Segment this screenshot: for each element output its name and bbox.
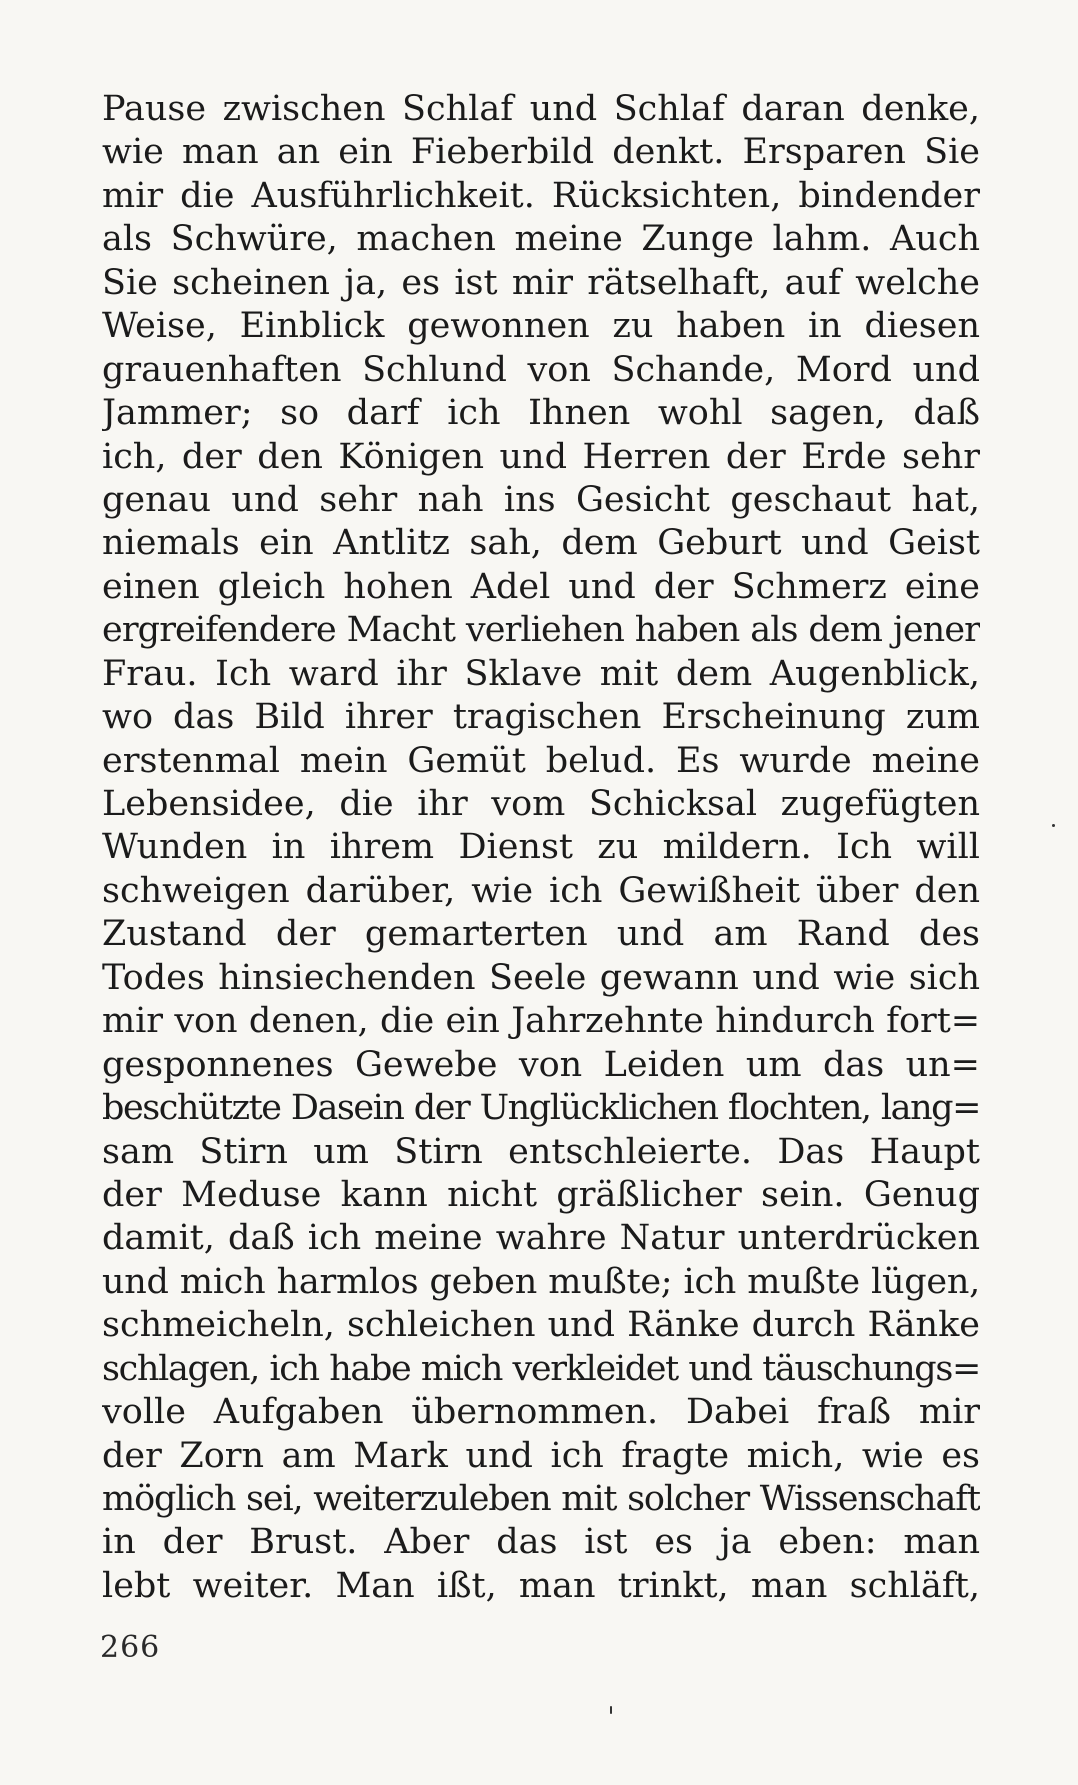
text-line: schmeicheln, schleichen und Ränke durch Ränke bbox=[102, 1305, 980, 1346]
text-line: Lebensidee, die ihr vom Schicksal zugefügten bbox=[102, 784, 980, 824]
text-line: als Schwüre, machen meine Zunge lahm. Auch bbox=[102, 219, 980, 260]
body-text bbox=[102, 88, 980, 1608]
text-line: einen gleich hohen Adel und der Schmerz eine bbox=[102, 566, 980, 607]
text-line: Sie scheinen ja, es ist mir rätselhaft, auf welche bbox=[102, 262, 980, 303]
text-line: Wunden in ihrem Dienst zu mildern. Ich will bbox=[102, 827, 980, 868]
text-line: Weise, Einblick gewonnen zu haben in diesen bbox=[102, 306, 980, 347]
text-line: niemals ein Antlitz sah, dem Geburt und Geist bbox=[102, 523, 980, 564]
print-speck bbox=[1052, 824, 1055, 827]
text-line: ich, der den Königen und Herren der Erde sehr bbox=[102, 436, 980, 477]
text-line: schweigen darüber, wie ich Gewißheit über den bbox=[102, 870, 980, 911]
text-line: der Meduse kann nicht gräßlicher sein. Genug bbox=[102, 1174, 980, 1215]
text-line: Pause zwischen Schlaf und Schlaf daran denke, bbox=[102, 89, 980, 129]
text-line: Jammer; so darf ich Ihnen wohl sagen, daß bbox=[102, 393, 980, 434]
text-line: in der Brust. Aber das ist es ja eben: man bbox=[102, 1522, 980, 1563]
text-line: wie man an ein Fieberbild denkt. Ersparen Sie bbox=[102, 132, 980, 173]
text-line: und mich harmlos geben mußte; ich mußte lügen, bbox=[102, 1261, 980, 1302]
text-line: genau und sehr nah ins Gesicht geschaut hat, bbox=[102, 479, 980, 520]
text-line: gesponnenes Gewebe von Leiden um das un= bbox=[102, 1044, 980, 1085]
text-line: Zustand der gemarterten und am Rand des bbox=[102, 914, 980, 955]
text-line: lebt weiter. Man ißt, man trinkt, man schläft, bbox=[102, 1565, 980, 1606]
text-line: möglich sei, weiterzuleben mit solcher Wissenschaft bbox=[102, 1479, 980, 1519]
text-line: Todes hinsiechenden Seele gewann und wie sich bbox=[102, 957, 980, 998]
text-line: sam Stirn um Stirn entschleierte. Das Haupt bbox=[102, 1131, 980, 1172]
text-line: erstenmal mein Gemüt belud. Es wurde meine bbox=[102, 740, 980, 781]
text-line: mir von denen, die ein Jahrzehnte hindurch fort= bbox=[102, 1001, 980, 1042]
print-speck bbox=[610, 1706, 612, 1714]
text-line: volle Aufgaben übernommen. Dabei fraß mir bbox=[102, 1392, 980, 1433]
text-line: der Zorn am Mark und ich fragte mich, wie es bbox=[102, 1435, 980, 1476]
text-line: wo das Bild ihrer tragischen Erscheinung zum bbox=[102, 697, 980, 738]
text-line: Frau. Ich ward ihr Sklave mit dem Augenblick, bbox=[102, 653, 980, 694]
text-line: schlagen, ich habe mich verkleidet und täuschungs= bbox=[102, 1348, 980, 1389]
text-line: ergreifendere Macht verliehen haben als dem jener bbox=[102, 610, 980, 651]
text-line: beschützte Dasein der Unglücklichen flochten, lang= bbox=[102, 1088, 980, 1129]
page-number: 266 bbox=[100, 1630, 161, 1665]
text-line: damit, daß ich meine wahre Natur unterdrücken bbox=[102, 1218, 980, 1259]
text-line: mir die Ausführlichkeit. Rücksichten, bindender bbox=[102, 175, 980, 216]
text-line: grauenhaften Schlund von Schande, Mord und bbox=[102, 349, 980, 390]
